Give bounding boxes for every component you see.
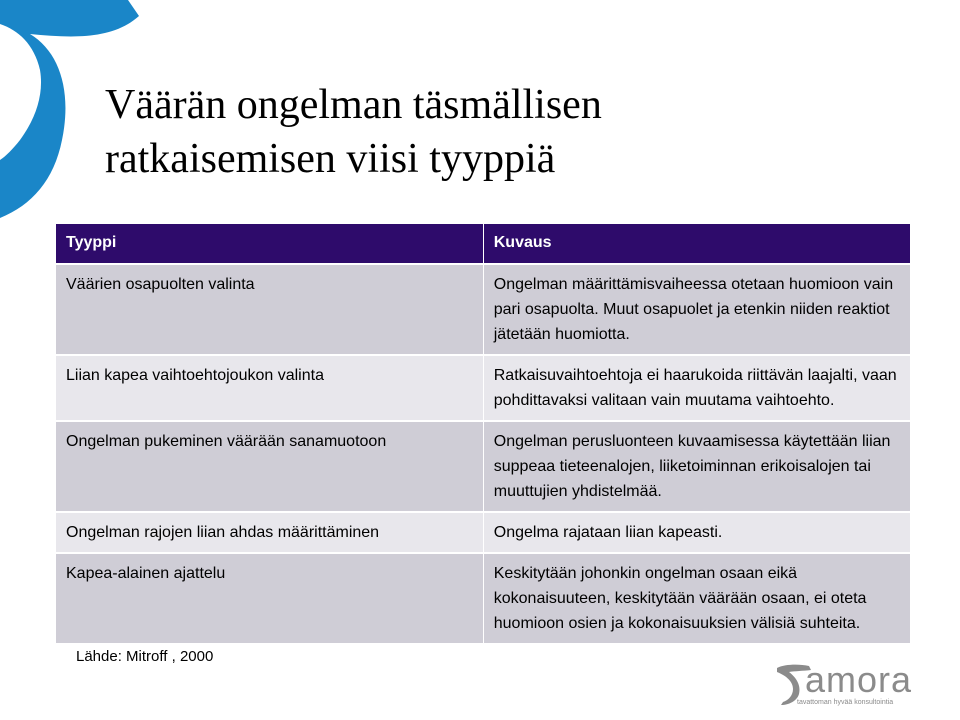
column-header-description: Kuvaus	[483, 224, 910, 264]
type-cell: Ongelman pukeminen väärään sanamuotoon	[56, 421, 483, 512]
type-cell: Ongelman rajojen liian ahdas määrittäminen	[56, 512, 483, 553]
column-header-type: Tyyppi	[56, 224, 483, 264]
table-row	[56, 553, 911, 643]
problem-types-table	[56, 224, 911, 643]
type-cell: Kapea-alainen ajattelu	[56, 553, 483, 643]
type-cell: Väärien osapuolten valinta	[56, 264, 483, 355]
slide-title-line-2: ratkaisemisen viisi tyyppiä	[105, 136, 556, 182]
description-cell: Ongelma rajataan liian kapeasti.	[483, 512, 910, 553]
table-row	[56, 264, 911, 355]
description-cell: Ongelman perusluonteen kuvaamisessa käytettään liian suppeaa tieteenalojen, liiketoiminnan erikoisalojen tai muuttujien yhdistelmää.	[483, 421, 910, 512]
description-cell: Ratkaisuvaihtoehtoja ei haarukoida riittävän laajalti, vaan pohdittavaksi valitaan vain muutama vaihtoehto.	[483, 355, 910, 421]
slide-title-line-1: Väärän ongelman täsmällisen	[105, 82, 602, 128]
table-row	[56, 512, 911, 553]
logo-wordmark: amora	[805, 659, 913, 700]
description-cell: Ongelman määrittämisvaiheessa otetaan huomioon vain pari osapuolta. Muut osapuolet ja etenkin niiden reaktiot jätetään huomiotta.	[483, 264, 910, 355]
logo-tagline: tavattoman hyvää konsultointia	[797, 699, 894, 706]
table-row	[56, 421, 911, 512]
table-header-row	[56, 224, 911, 264]
slide-title	[105, 78, 865, 186]
source-citation: Lähde: Mitroff , 2000	[76, 648, 214, 665]
description-cell: Keskitytään johonkin ongelman osaan eikä kokonaisuuteen, keskitytään väärään osaan, ei oteta huomioon osien ja kokonaisuuksien välisiä suhteita.	[483, 553, 910, 643]
company-logo	[775, 660, 915, 710]
table-row	[56, 355, 911, 421]
type-cell: Liian kapea vaihtoehtojoukon valinta	[56, 355, 483, 421]
